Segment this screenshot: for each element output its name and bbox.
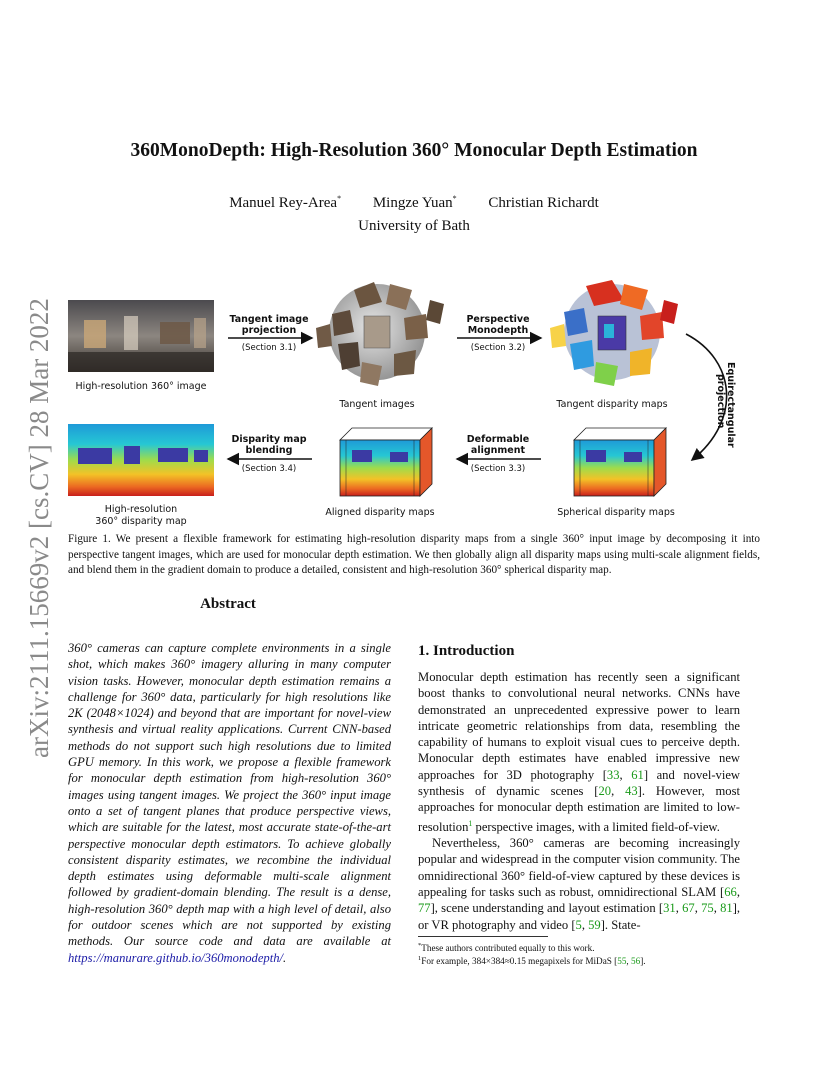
paper-title: 360MonoDepth: High-Resolution 360° Monocular Depth Estimation: [130, 140, 698, 161]
label-tangent-disparity: Tangent disparity maps: [556, 399, 668, 410]
step-title: Equirectangular: [725, 362, 736, 448]
citation-link[interactable]: 77: [418, 901, 431, 916]
spherical-disparity-cube: [574, 428, 666, 496]
abstract-body: 360° cameras can capture complete environments in a single shot, which makes 360° imagery alluring in many computer vision tasks. However, monocular depth estimation remains a challenge for 360° data, particularly for high resolutions like 2K (2048×1024) and beyond that are important for novel-view synthesis and virtual reality applications. Current CNN-based methods do not support such high resolutions due to limited GPU memory. In this work, we propose a flexible framework for monocular depth estimation from high-resolution 360° images using tangent images. We project the 360° input image onto a set of tangent planes that produce perspective views, which are suitable for the latest, most accurate state-of-the-art perspective monocular depth estimators. To achieve globally consistent disparity estimates, we recombine the individual depth estimates using deformable multi-scale alignment followed by gradient-domain blending. The result is a dense, high-resolution 360° depth map with a high level of detail, also for outdoor scenes which are not supported by existing methods. Our source code and data are available at https://manurare.github.io/360monodepth/.: [68, 641, 391, 965]
citation-link[interactable]: 67: [682, 901, 695, 916]
step-title: Tangent image: [229, 314, 309, 325]
footnote: $^1$For example, 384×384≈0.15 megapixels for MiDaS [55, 56].: [418, 955, 646, 967]
author: Manuel Rey-Area*: [229, 194, 342, 211]
footnote-rule: [418, 936, 548, 937]
citation-link[interactable]: 75: [701, 901, 714, 916]
citation-link[interactable]: 55: [617, 956, 627, 967]
step-title: Disparity map: [231, 434, 307, 445]
label-output-line1: High-resolution: [104, 504, 178, 515]
arxiv-stamp-text: arXiv:2111.15669v2 [cs.CV] 28 Mar 2022: [24, 298, 54, 758]
input-360-image: [68, 300, 214, 372]
label-tangent-images: Tangent images: [339, 399, 415, 410]
citation-link[interactable]: 31: [663, 901, 676, 916]
abstract-heading: Abstract: [200, 596, 256, 612]
label-aligned-disparity: Aligned disparity maps: [325, 507, 435, 518]
step-section: (Section 3.4): [241, 464, 297, 474]
step-title: blending: [245, 445, 293, 456]
step-section: (Section 3.3): [470, 464, 526, 474]
citation-link[interactable]: 5: [575, 917, 582, 932]
citation-link[interactable]: 61: [631, 767, 644, 782]
paragraph: Nevertheless, 360° cameras are becoming increasingly popular and widespread in the computer vision community. The omnidirectional 360° field-of-view captured by these devices is appealing for tasks such as robust, omnidirectional SLAM [66, 77], scene understanding and layout estimation [31, 67, 75, 81], or VR photography and video [5, 59]. State-: [418, 836, 741, 932]
author-list: [0, 194, 828, 212]
step-title: Monodepth: [467, 325, 529, 336]
citation-link[interactable]: 66: [724, 885, 737, 900]
footnote: *These authors contributed equally to this work.: [418, 942, 595, 954]
aligned-disparity-cube: [340, 428, 432, 496]
label-input-image: High-resolution 360° image: [75, 381, 207, 392]
paragraph: Monocular depth estimation has recently seen a significant boost thanks to convolutional neural networks. CNNs have demonstrated an unprecedented expressive power to learn intricate geometric relationships from data, resembling the capability of humans to exploit visual cues to perceive depth. Monocular depth estimates have enabled impressive new approaches for 3D photography [33, 61] and novel-view synthesis of dynamic scenes [20, 43]. However, most approaches for monocular depth estimation are limited to low-resolution$^1$ perspective images, with a limited field-of-view.: [418, 670, 741, 834]
section-heading: 1. Introduction: [418, 643, 515, 659]
author: Christian Richardt: [488, 195, 599, 211]
code-link[interactable]: https://manurare.github.io/360monodepth/: [68, 950, 284, 965]
intro-body: [418, 669, 740, 933]
step-title: Perspective: [466, 314, 530, 325]
step-title: alignment: [470, 445, 526, 456]
step-title: projection: [241, 325, 297, 336]
citation-link[interactable]: 81: [720, 901, 733, 916]
figure-caption: Figure 1. We present a flexible framework for estimating high-resolution disparity maps from a single 360° input image by decomposing it into perspective tangent images, which are used for monocular depth estimation. We then globally align all disparity maps using multi-scale alignment fields, and blend them in the gradient domain to produce a detailed, consistent and high-resolution 360° spherical disparity map.: [68, 533, 760, 576]
label-output-line2: 360° disparity map: [95, 516, 187, 527]
step-section: (Section 3.2): [470, 343, 526, 353]
footnote-ref[interactable]: 1: [468, 818, 473, 828]
citation-link[interactable]: 43: [625, 784, 638, 799]
affiliation: University of Bath: [358, 218, 470, 234]
citation-link[interactable]: 56: [631, 956, 641, 967]
step-title: Deformable: [466, 434, 530, 445]
tangent-images-sphere: [316, 282, 444, 386]
step-title: projection: [715, 374, 726, 429]
tangent-disparity-sphere: [550, 280, 678, 386]
arxiv-stamp: [12, 240, 62, 760]
author: Mingze Yuan*: [372, 194, 457, 211]
citation-link[interactable]: 20: [598, 784, 612, 799]
label-spherical-disparity: Spherical disparity maps: [557, 507, 675, 518]
citation-link[interactable]: 33: [606, 767, 620, 782]
output-disparity-map: [68, 424, 214, 496]
citation-link[interactable]: 59: [588, 917, 601, 932]
figure-1: [64, 270, 764, 530]
step-section: (Section 3.1): [241, 343, 297, 353]
